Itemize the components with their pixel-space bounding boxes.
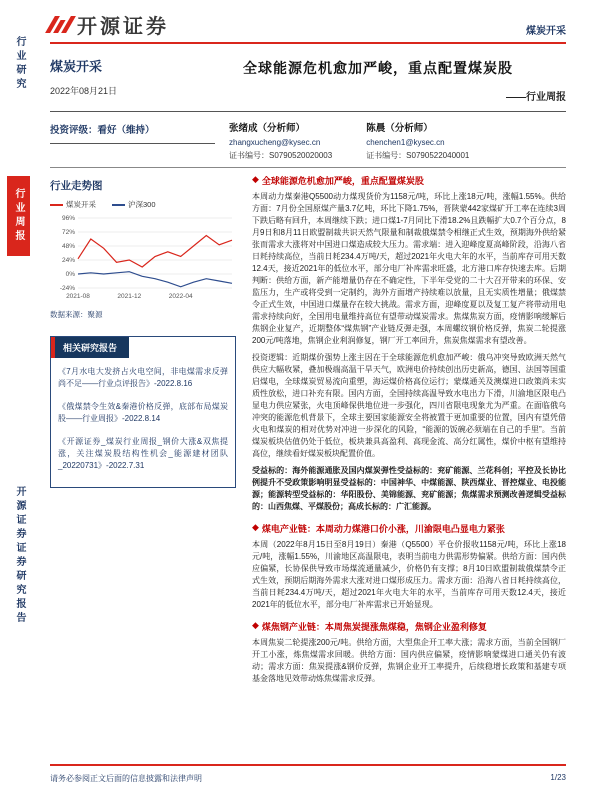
diamond-bullet-icon: ◆ [252,522,259,532]
svg-text:96%: 96% [61,215,75,223]
section-paragraph: 投资逻辑：近期煤价强势上涨主因在于全球能源危机愈加严峻：俄乌冲突导致欧洲天然气供应大幅收紧，叠加极端高温干旱天气，欧洲电价持续创出历史新高，德国、法国等国重启煤电，全球煤炭贸易流向重塑，海运煤价格高位运行；蒙煤通关及澳煤进口政策尚未实质性放松，进口补充有限。国内方面，全国持续高温导致水电出力下滑，川渝地区限电凸显电力供应紧张，火电顶峰保供地位进一步强化，四川省限电现象尤为严重。在面临俄乌冲突的能源危机背景下，全球主要国家能源安全将被置于更加重要的位置，国内有望凭借火电和煤炭的相对优势对冲进一步深化的风险，“能源的饭碗必须端在自己的手里”。当前煤炭板块估值仍处于低位，板块兼具高盈利、高现金流、高分红属性，煤价中枢有望维持高位，继续看好煤炭板块配置价值。 [252,353,566,458]
logo-slashes-icon [45,16,76,33]
analyst-email: zhangxucheng@kysec.cn [229,138,321,147]
related-reports-header: 相关研究报告 [51,337,129,358]
report-item: 《开源证券_煤炭行业周报_钢价大涨&双焦提涨，关注煤炭股结构性机会_能源建材团队_20220731》-2022.7.31 [58,436,228,471]
chart-legend [50,199,236,210]
footer-disclaimer: 请务必参阅正文后面的信息披露和法律声明 [50,774,202,783]
related-reports-box [50,336,236,488]
report-section [252,174,566,513]
brand-row [50,0,566,39]
rating-block [50,120,215,161]
svg-text:48%: 48% [61,243,75,251]
rail-research-report: 开源证券证券研究报告 [14,486,25,626]
analyst-cert: 证书编号：S0790522040001 [366,151,470,160]
report-body [50,174,566,694]
section-title-text: 全球能源危机愈加严峻，重点配置煤炭股 [261,176,424,186]
svg-text:-24%: -24% [59,285,75,293]
main-text-column [252,174,566,694]
section-title [252,174,566,187]
report-date: 2022年08月21日 [50,86,118,96]
title-left [50,56,190,103]
page-title: 全球能源危机愈加严峻，重点配置煤炭股 [243,60,513,76]
rating-analyst-band [50,112,566,168]
rail-weekly-badge: 行业周报 [7,176,30,256]
title-block [50,56,566,112]
content-area [50,0,566,694]
section-title-text: 煤电产业链：本周动力煤港口价小涨，川渝限电凸显电力紧张 [261,524,505,534]
section-title [252,522,566,535]
report-type-subtitle: ——行业周报 [506,92,566,103]
header-red-rule [50,42,566,44]
analyst [229,120,332,161]
report-item: 《俄煤禁令生效&秦港价格反弹，底部布局煤炭股——行业周报》-2022.8.14 [58,401,228,424]
report-item: 《7月水电大发挤占火电空间，非电煤需求反弹尚不足——行业点评报告》-2022.8.16 [58,367,228,389]
svg-text:0%: 0% [65,271,75,279]
section-paragraph: 本周动力煤秦港Q5500动力煤现货价为1158元/吨，环比上涨18元/吨，涨幅1.55%。供给方面：7月份全国原煤产量3.7亿吨，环比下降1.75%，晋陕蒙442家煤矿开工率在连续3周下跌后略有回升，本周继续下跌；进口煤1-7月同比下滑18.2%且跌幅扩大0.7个百分点，8月9日和8月11日欧盟制裁共识天然气限量和制裁俄煤禁令相继正式生效，预期海外供给紧张而需求大涨将对中国进口煤造成较大压力。需求端：进入迎峰度夏高峰阶段，沿海八省日耗持续高位，当前日耗234.4万吨/天，超过2021年火电大年的水平，当前库存可用天数12.4天，接近2021年的低位水平，部分电厂补库需求旺盛，北方港口库存快速去库。后期判断：供给方面，新产能增量仍存在不确定性，下半年受党的二十大召开带来的环保、安监压力，生产或将受到一定制约，海外方面增产持续难以放量，且无实质性增量；俄煤禁令正式生效，中国进口煤量存在较大挑战。需求方面，迎峰度夏以及复工复产将带动用电需求持续向好，全国用电量维持高位有望带动煤炭需求。焦煤焦炭方面，疫情影响缓解后焦钢企业复产，近期整体“煤焦钢”产业链反弹走强，本周螺纹钢价格反弹，焦炭二轮提涨200元/吨落地，焦钢企业利润修复，钢厂开工率回升，焦炭焦煤需求有望改善。 [252,192,566,345]
legend-item-hs300 [112,199,156,210]
report-section [252,620,566,685]
legend-swatch-coal [50,204,63,206]
svg-text:2021-12: 2021-12 [117,293,142,300]
trend-chart-svg [50,212,236,304]
svg-text:2021-08: 2021-08 [66,293,90,300]
analyst [366,120,469,161]
related-reports-list [51,366,235,473]
industry-name: 煤炭开采 [50,59,103,74]
left-column [50,174,236,694]
legend-label-hs300: 沪深300 [128,200,156,209]
analyst-name: 陈晨（分析师） [366,123,433,134]
chart-source: 数据来源：聚源 [50,310,103,319]
rail-industry-research: 行业研究 [14,36,25,92]
svg-text:24%: 24% [61,257,75,265]
diamond-bullet-icon: ◆ [252,620,259,630]
section-title [252,620,566,633]
company-logo [50,10,169,39]
analysts-block [215,120,566,161]
diamond-bullet-icon: ◆ [252,174,259,184]
legend-item-coal [50,199,96,210]
svg-text:2022-04: 2022-04 [168,293,193,300]
investment-rating: 投资评级：看好（维持） [50,122,215,144]
section-paragraph: 本周（2022年8月15日至8月19日）秦港（Q5500）平仓价报收1158元/吨，环比上涨18元/吨，涨幅1.55%，川渝地区高温限电，表明当前电力供需形势偏紧。供给方面：国内供应偏紧，长协保供导致市场煤流通量减少，价格仍有支撑；8月10日欧盟制裁俄煤禁令正式生效，预期后期海外需求大涨对进口煤形成压力。需求方面：沿海八省日耗持续高位，当前日耗234.4万吨/天，超过2021年火电大年的水平，当前库存可用天数12.4天，接近2021年的低位水平，部分电厂补库需求已开始显现。 [252,540,566,609]
section-paragraph: 本周焦炭二轮提涨200元/吨。供给方面，大型焦企开工率大涨；需求方面，当前全国钢厂开工小涨，炼焦煤需求回暖。供给方面：国内供应偏紧，疫情影响蒙煤进口通关仍有波动；需求方面：焦炭提涨&钢价反弹，焦钢企业开工率提升，后续稳增长政策和基建专项基金落地见效带动炼焦煤需求反弹。 [252,638,566,683]
legend-swatch-hs300 [112,204,125,206]
company-name: 开源证券 [77,16,169,38]
legend-label-coal: 煤炭开采 [66,200,96,209]
analyst-cert: 证书编号：S0790520020003 [229,151,333,160]
page-footer [50,764,566,784]
title-right [190,56,566,103]
industry-tag: 煤炭开采 [526,26,566,37]
report-section [252,522,566,611]
section-paragraph: 受益标的：海外能源通胀及国内煤炭弹性受益标的：兖矿能源、兰花科创；平控及长协比例提升不受政策影响明显受益标的：中国神华、中煤能源、陕西煤业、晋控煤业、电投能源；能源转型受益标的：华阳股份、美锦能源、兖矿能源；焦煤需求预测改善逻辑受益标的：山西焦煤、平煤股份；高成长标的：广汇能源。 [252,466,566,511]
section-title-text: 煤焦钢产业链：本周焦炭提涨焦煤稳，焦钢企业盈利修复 [261,622,487,632]
svg-text:72%: 72% [61,229,75,237]
analyst-email: chenchen1@kysec.cn [366,138,445,147]
trend-chart-title: 行业走势图 [50,180,103,192]
footer-red-rule [50,764,566,766]
page-number: 1/23 [550,773,566,782]
analyst-name: 张绪成（分析师） [229,123,306,134]
